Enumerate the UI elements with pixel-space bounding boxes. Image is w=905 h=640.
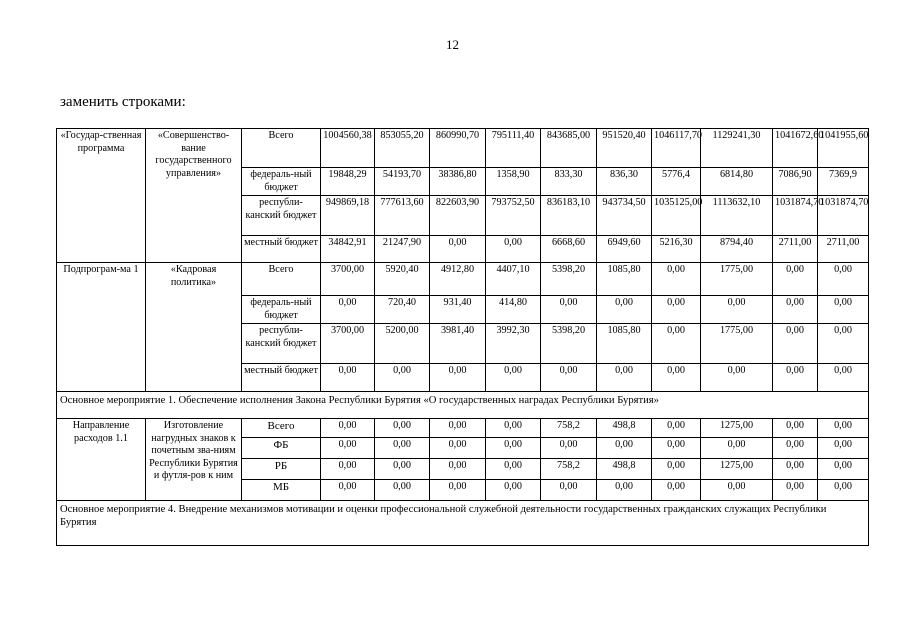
budget-table — [56, 128, 869, 546]
value-cell: 414,80 — [486, 296, 541, 324]
value-cell: 0,00 — [701, 480, 773, 501]
table-row — [57, 392, 869, 419]
value-cell: 0,00 — [541, 438, 597, 459]
value-cell: 0,00 — [486, 480, 541, 501]
value-cell: 0,00 — [652, 364, 701, 392]
source-label-cell: ФБ — [242, 438, 321, 459]
value-cell: 498,8 — [597, 419, 652, 438]
value-cell: 0,00 — [321, 296, 375, 324]
source-label-cell: Всего — [242, 263, 321, 296]
value-cell: 3700,00 — [321, 263, 375, 296]
source-label-cell: МБ — [242, 480, 321, 501]
source-label-cell: республи-канский бюджет — [242, 196, 321, 236]
value-cell: 0,00 — [701, 438, 773, 459]
value-cell: 0,00 — [652, 324, 701, 364]
value-cell: 0,00 — [321, 364, 375, 392]
value-cell: 1041955,60 — [818, 129, 869, 168]
value-cell: 0,00 — [321, 459, 375, 480]
value-cell: 8794,40 — [701, 236, 773, 263]
value-cell: 1358,90 — [486, 168, 541, 196]
value-cell: 1129241,30 — [701, 129, 773, 168]
measure-cell: Основное мероприятие 1. Обеспечение исполнения Закона Республики Бурятия «О государственных наградах Республики Бурятия» — [57, 392, 869, 419]
value-cell: 0,00 — [818, 263, 869, 296]
value-cell: 0,00 — [486, 236, 541, 263]
value-cell: 2711,00 — [773, 236, 818, 263]
source-label-cell: Всего — [242, 129, 321, 168]
value-cell: 0,00 — [430, 480, 486, 501]
value-cell: 1275,00 — [701, 459, 773, 480]
value-cell: 777613,60 — [375, 196, 430, 236]
subprogram-name-cell: «Кадровая политика» — [146, 263, 242, 392]
value-cell: 0,00 — [375, 480, 430, 501]
value-cell: 0,00 — [818, 459, 869, 480]
value-cell: 5398,20 — [541, 263, 597, 296]
value-cell: 0,00 — [430, 438, 486, 459]
value-cell: 3981,40 — [430, 324, 486, 364]
value-cell: 0,00 — [773, 296, 818, 324]
value-cell: 0,00 — [486, 459, 541, 480]
value-cell: 1085,80 — [597, 263, 652, 296]
value-cell: 0,00 — [773, 438, 818, 459]
value-cell: 0,00 — [652, 296, 701, 324]
value-cell: 1031874,70 — [773, 196, 818, 236]
value-cell: 1004560,38 — [321, 129, 375, 168]
value-cell: 34842,91 — [321, 236, 375, 263]
value-cell: 720,40 — [375, 296, 430, 324]
value-cell: 0,00 — [430, 236, 486, 263]
value-cell: 0,00 — [652, 263, 701, 296]
direction-type-cell: Направление расходов 1.1 — [57, 419, 146, 501]
source-label-cell: местный бюджет — [242, 364, 321, 392]
measure-cell: Основное мероприятие 4. Внедрение механизмов мотивации и оценки профессиональной служебной деятельности государственных гражданских служащих Республики Бурятия — [57, 501, 869, 546]
value-cell: 5776,4 — [652, 168, 701, 196]
value-cell: 0,00 — [652, 438, 701, 459]
source-label-cell: РБ — [242, 459, 321, 480]
value-cell: 498,8 — [597, 459, 652, 480]
value-cell: 822603,90 — [430, 196, 486, 236]
value-cell: 3992,30 — [486, 324, 541, 364]
source-label-cell: федераль-ный бюджет — [242, 296, 321, 324]
value-cell: 0,00 — [321, 480, 375, 501]
value-cell: 0,00 — [652, 419, 701, 438]
value-cell: 1775,00 — [701, 263, 773, 296]
value-cell: 0,00 — [321, 438, 375, 459]
value-cell: 795111,40 — [486, 129, 541, 168]
value-cell: 5398,20 — [541, 324, 597, 364]
value-cell: 0,00 — [541, 296, 597, 324]
value-cell: 836,30 — [597, 168, 652, 196]
value-cell: 21247,90 — [375, 236, 430, 263]
value-cell: 833,30 — [541, 168, 597, 196]
value-cell: 853055,20 — [375, 129, 430, 168]
value-cell: 1113632,10 — [701, 196, 773, 236]
value-cell: 0,00 — [541, 364, 597, 392]
value-cell: 843685,00 — [541, 129, 597, 168]
value-cell: 6949,60 — [597, 236, 652, 263]
value-cell: 1031874,70 — [818, 196, 869, 236]
value-cell: 0,00 — [430, 459, 486, 480]
table-row — [57, 419, 869, 438]
value-cell: 0,00 — [597, 296, 652, 324]
value-cell: 0,00 — [486, 364, 541, 392]
value-cell: 0,00 — [430, 419, 486, 438]
value-cell: 0,00 — [773, 324, 818, 364]
value-cell: 0,00 — [773, 364, 818, 392]
value-cell: 3700,00 — [321, 324, 375, 364]
value-cell: 0,00 — [652, 480, 701, 501]
value-cell: 0,00 — [430, 364, 486, 392]
value-cell: 931,40 — [430, 296, 486, 324]
table-row — [57, 129, 869, 168]
program-type-cell: «Государ-ственная программа — [57, 129, 146, 263]
value-cell: 19848,29 — [321, 168, 375, 196]
value-cell: 38386,80 — [430, 168, 486, 196]
value-cell: 860990,70 — [430, 129, 486, 168]
value-cell: 949869,18 — [321, 196, 375, 236]
value-cell: 0,00 — [818, 419, 869, 438]
source-label-cell: республи-канский бюджет — [242, 324, 321, 364]
value-cell: 0,00 — [818, 438, 869, 459]
value-cell: 0,00 — [486, 419, 541, 438]
value-cell: 0,00 — [818, 480, 869, 501]
value-cell: 943734,50 — [597, 196, 652, 236]
value-cell: 0,00 — [701, 296, 773, 324]
value-cell: 2711,00 — [818, 236, 869, 263]
value-cell: 6668,60 — [541, 236, 597, 263]
value-cell: 4407,10 — [486, 263, 541, 296]
value-cell: 0,00 — [375, 438, 430, 459]
value-cell: 0,00 — [652, 459, 701, 480]
value-cell: 5920,40 — [375, 263, 430, 296]
value-cell: 0,00 — [375, 364, 430, 392]
value-cell: 836183,10 — [541, 196, 597, 236]
value-cell: 6814,80 — [701, 168, 773, 196]
source-label-cell: федераль-ный бюджет — [242, 168, 321, 196]
value-cell: 7086,90 — [773, 168, 818, 196]
value-cell: 0,00 — [773, 459, 818, 480]
value-cell: 54193,70 — [375, 168, 430, 196]
value-cell: 0,00 — [818, 364, 869, 392]
value-cell: 0,00 — [818, 296, 869, 324]
program-name-cell: «Совершенство-вание государственного управления» — [146, 129, 242, 263]
value-cell: 758,2 — [541, 419, 597, 438]
value-cell: 1085,80 — [597, 324, 652, 364]
source-label-cell: местный бюджет — [242, 236, 321, 263]
table-row — [57, 501, 869, 546]
page-number: 12 — [446, 37, 459, 52]
value-cell: 1275,00 — [701, 419, 773, 438]
value-cell: 0,00 — [701, 364, 773, 392]
value-cell: 0,00 — [818, 324, 869, 364]
value-cell: 1046117,70 — [652, 129, 701, 168]
value-cell: 0,00 — [486, 438, 541, 459]
value-cell: 1035125,00 — [652, 196, 701, 236]
table-row — [57, 263, 869, 296]
value-cell: 0,00 — [541, 480, 597, 501]
value-cell: 0,00 — [375, 419, 430, 438]
value-cell: 1775,00 — [701, 324, 773, 364]
intro-text: заменить строками: — [60, 94, 186, 110]
direction-name-cell: Изготовление нагрудных знаков к почетным зва-ниям Республики Бурятия и футля-ров к ним — [146, 419, 242, 501]
value-cell: 0,00 — [773, 263, 818, 296]
value-cell: 4912,80 — [430, 263, 486, 296]
value-cell: 0,00 — [597, 480, 652, 501]
value-cell: 951520,40 — [597, 129, 652, 168]
value-cell: 0,00 — [773, 480, 818, 501]
value-cell: 5200,00 — [375, 324, 430, 364]
value-cell: 1041672,60 — [773, 129, 818, 168]
value-cell: 5216,30 — [652, 236, 701, 263]
value-cell: 7369,9 — [818, 168, 869, 196]
value-cell: 758,2 — [541, 459, 597, 480]
value-cell: 793752,50 — [486, 196, 541, 236]
source-label-cell: Всего — [242, 419, 321, 438]
value-cell: 0,00 — [375, 459, 430, 480]
value-cell: 0,00 — [597, 438, 652, 459]
value-cell: 0,00 — [597, 364, 652, 392]
subprogram-type-cell: Подпрограм-ма 1 — [57, 263, 146, 392]
value-cell: 0,00 — [321, 419, 375, 438]
value-cell: 0,00 — [773, 419, 818, 438]
